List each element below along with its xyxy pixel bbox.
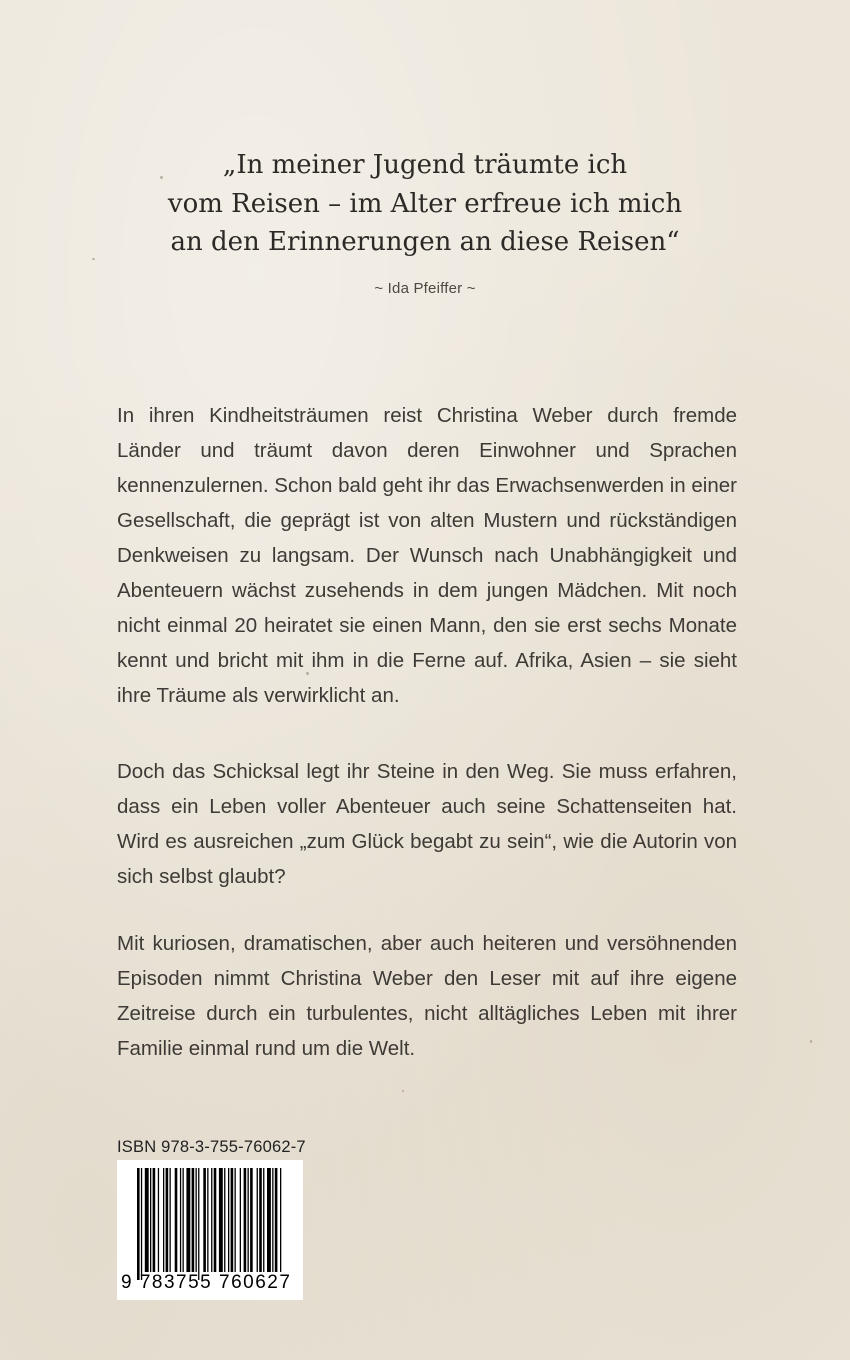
barcode-bar	[231, 1168, 234, 1272]
blurb-paragraph: Mit kuriosen, dramatischen, aber auch heiteren und versöhnenden Episoden nimmt Christina Weber den Leser mit auf ihre eigene Zeitreise durch ein turbulentes, nicht alltägliches Leben mit ihrer Familie einmal rund um die Welt.	[117, 932, 737, 1060]
barcode-bar	[170, 1168, 171, 1272]
barcode-bar	[257, 1168, 258, 1272]
blurb-paragraph: Doch das Schicksal legt ihr Steine in den Weg. Sie muss erfahren, dass ein Leben voller Abenteuer auch seine Schattenseiten hat. Wird es ausreichen „zum Glück begabt zu sein“, wie die Autorin von sich selbst glaubt?	[117, 760, 737, 888]
barcode-bar	[145, 1168, 149, 1272]
barcode-bar	[163, 1168, 164, 1272]
barcode-bar	[235, 1168, 236, 1272]
quote-attribution: ~ Ida Pfeiffer ~	[374, 280, 476, 297]
barcode-bar	[250, 1168, 253, 1272]
quote-line: an den Erinnerungen an diese Reisen“	[170, 227, 680, 257]
barcode-bar	[166, 1168, 169, 1272]
barcode-bar	[244, 1168, 247, 1272]
epigraph-quote	[0, 146, 850, 262]
isbn-barcode	[117, 1160, 303, 1300]
barcode-bar	[275, 1168, 278, 1272]
barcode-bar	[203, 1168, 206, 1272]
barcode-bar	[180, 1168, 181, 1272]
barcode-bar	[224, 1168, 225, 1272]
barcode-bar	[267, 1168, 271, 1272]
barcode-bar	[196, 1168, 197, 1272]
quote-line: vom Reisen – im Alter erfreue ich mich	[167, 188, 683, 219]
quote-line: „In meiner Jugend träumte ich	[222, 150, 628, 180]
paper-speck	[402, 1090, 404, 1092]
barcode-bar	[153, 1168, 156, 1272]
barcode-bar	[198, 1168, 199, 1280]
barcode-bar	[186, 1168, 190, 1272]
barcode-bar	[175, 1168, 178, 1272]
barcode-bar	[158, 1168, 159, 1272]
barcode-bar	[240, 1168, 241, 1272]
barcode-digits: 9 783755 760627	[121, 1272, 292, 1293]
barcode-bar	[272, 1168, 273, 1272]
barcode-bar	[211, 1168, 212, 1272]
barcode-bar	[150, 1168, 151, 1272]
barcode-bar	[263, 1168, 264, 1272]
barcode-bar	[141, 1168, 142, 1280]
barcode-bar	[207, 1168, 208, 1272]
barcode-bar	[259, 1168, 262, 1272]
blurb-paragraph: In ihren Kindheitsträumen reist Christina Weber durch fremde Länder und träumt davon deren Einwohner und Sprachen kennenzulernen. Schon bald geht ihr das Erwachsenwerden in einer Gesellschaft, die geprägt ist von alten Mustern und rückständigen Denkweisen zu langsam. Der Wunsch nach Unabhängigkeit und Abenteuern wächst zusehends in dem jungen Mädchen. Mit noch nicht einmal 20 heiratet sie einen Mann, den sie erst sechs Monate kennt und bricht mit ihm in die Ferne auf. Afrika, Asien – sie sieht ihre Träume als verwirklicht an.	[117, 404, 737, 707]
paper-speck	[810, 1040, 812, 1043]
barcode-bar	[248, 1168, 249, 1272]
barcode-bar	[183, 1168, 184, 1272]
barcode-bar	[192, 1168, 195, 1272]
barcode-bar	[280, 1168, 281, 1272]
barcode-bar	[228, 1168, 229, 1272]
barcode-bar	[214, 1168, 217, 1272]
isbn-label: ISBN 978-3-755-76062-7	[117, 1138, 306, 1156]
barcode-bar	[219, 1168, 223, 1272]
barcode-bar	[137, 1168, 140, 1280]
